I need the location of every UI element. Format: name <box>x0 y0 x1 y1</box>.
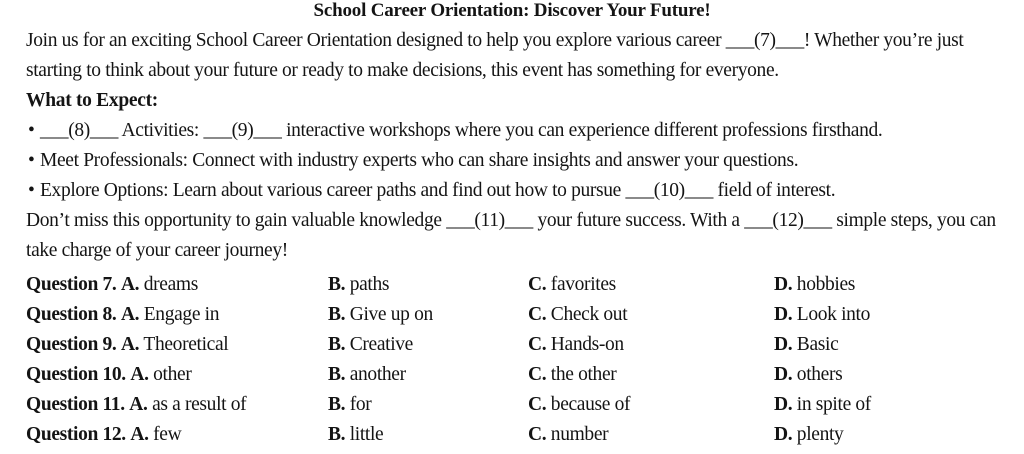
option-letter: A. <box>129 394 148 415</box>
option-text: number <box>550 424 609 445</box>
closing-text-3: simple steps, you can take charge of your career journey! <box>26 210 996 261</box>
question-row <box>26 390 994 420</box>
option-text: Basic <box>796 334 839 355</box>
option-b-cell <box>328 270 528 300</box>
question-row <box>26 300 994 330</box>
option-letter: D. <box>774 394 793 415</box>
document-title: School Career Orientation: Discover Your Future! <box>313 0 711 21</box>
option-b-cell <box>328 360 528 390</box>
question-row <box>26 330 994 360</box>
closing-text-1: Don’t miss this opportunity to gain valuable knowledge <box>26 210 447 231</box>
option-d-cell <box>774 420 994 450</box>
blank-9: ___(9)___ <box>203 120 282 141</box>
option-letter: B. <box>328 424 346 445</box>
blank-12: ___(12)___ <box>744 210 832 231</box>
question-row <box>26 270 994 300</box>
option-text: Hands-on <box>550 334 624 355</box>
option-text: for <box>349 394 372 415</box>
question-label: Question 12. <box>26 424 126 445</box>
closing-paragraph <box>26 206 998 266</box>
option-text: Creative <box>349 334 413 355</box>
question-label: Question 11. <box>26 394 125 415</box>
option-text: Look into <box>796 304 871 325</box>
option-text: few <box>153 424 182 445</box>
option-letter: C. <box>528 424 547 445</box>
option-c-cell <box>528 300 774 330</box>
option-letter: A. <box>120 274 140 295</box>
intro-text-2: ! Whether you’re just starting to think about your future or ready to make decisions, this event has something for everyone. <box>26 30 964 81</box>
bullet-icon: • <box>28 120 35 141</box>
option-letter: C. <box>528 274 547 295</box>
option-letter: D. <box>774 424 793 445</box>
option-letter: C. <box>528 334 547 355</box>
option-text: paths <box>349 274 390 295</box>
section-heading: What to Expect: <box>26 90 158 111</box>
option-letter: B. <box>328 304 346 325</box>
option-letter: B. <box>328 274 346 295</box>
questions-table <box>26 270 994 450</box>
option-a-cell <box>26 360 328 390</box>
bullet-1-post: interactive workshops where you can experience different professions firsthand. <box>281 120 883 141</box>
option-text: another <box>349 364 406 385</box>
option-d-cell <box>774 300 994 330</box>
option-text: as a result of <box>152 394 247 415</box>
option-letter: D. <box>774 364 793 385</box>
option-b-cell <box>328 300 528 330</box>
option-letter: A. <box>130 424 149 445</box>
list-item <box>26 146 998 176</box>
expect-list <box>26 116 998 206</box>
option-b-cell <box>328 330 528 360</box>
question-label: Question 7. <box>26 274 117 295</box>
option-text: Engage in <box>143 304 220 325</box>
option-text: hobbies <box>796 274 856 295</box>
bullet-1-mid: Activities: <box>118 120 204 141</box>
option-d-cell <box>774 330 994 360</box>
option-text: favorites <box>550 274 616 295</box>
option-text: the other <box>550 364 617 385</box>
option-c-cell <box>528 420 774 450</box>
option-text: others <box>796 364 843 385</box>
option-letter: D. <box>774 274 793 295</box>
option-letter: A. <box>130 364 149 385</box>
option-b-cell <box>328 390 528 420</box>
option-c-cell <box>528 330 774 360</box>
bullet-3-pre: Explore Options: Learn about various career paths and find out how to pursue <box>40 180 626 201</box>
option-letter: A. <box>120 304 140 325</box>
option-letter: C. <box>528 304 547 325</box>
question-rows <box>26 270 994 450</box>
list-item <box>26 116 998 146</box>
bullet-2-text: Meet Professionals: Connect with industry experts who can share insights and answer your questions. <box>40 150 799 171</box>
question-label: Question 8. <box>26 304 117 325</box>
question-label: Question 9. <box>26 334 117 355</box>
option-letter: C. <box>528 394 547 415</box>
bullet-icon: • <box>28 150 35 171</box>
option-letter: D. <box>774 304 793 325</box>
question-row <box>26 360 994 390</box>
question-row <box>26 420 994 450</box>
option-text: because of <box>550 394 631 415</box>
blank-8: ___(8)___ <box>40 120 119 141</box>
option-text: plenty <box>796 424 844 445</box>
option-text: little <box>349 424 384 445</box>
option-letter: A. <box>120 334 140 355</box>
bullet-3-post: field of interest. <box>713 180 836 201</box>
option-d-cell <box>774 270 994 300</box>
option-c-cell <box>528 270 774 300</box>
option-d-cell <box>774 390 994 420</box>
intro-paragraph <box>26 26 998 86</box>
option-text: in spite of <box>796 394 871 415</box>
blank-7: ___(7)___ <box>725 30 804 51</box>
option-b-cell <box>328 420 528 450</box>
option-a-cell <box>26 330 328 360</box>
option-letter: D. <box>774 334 793 355</box>
option-text: Give up on <box>349 304 433 325</box>
option-text: Theoretical <box>143 334 229 355</box>
option-a-cell <box>26 420 328 450</box>
option-c-cell <box>528 360 774 390</box>
option-text: Check out <box>550 304 628 325</box>
question-label: Question 10. <box>26 364 126 385</box>
list-item <box>26 176 998 206</box>
option-text: dreams <box>143 274 198 295</box>
option-a-cell <box>26 390 328 420</box>
option-text: other <box>153 364 192 385</box>
option-letter: B. <box>328 394 346 415</box>
option-c-cell <box>528 390 774 420</box>
option-letter: C. <box>528 364 547 385</box>
option-a-cell <box>26 300 328 330</box>
closing-text-2: your future success. With a <box>532 210 745 231</box>
intro-text-1: Join us for an exciting School Career Orientation designed to help you explore various career <box>26 30 726 51</box>
option-a-cell <box>26 270 328 300</box>
bullet-icon: • <box>28 180 35 201</box>
blank-10: ___(10)___ <box>625 180 714 201</box>
option-letter: B. <box>328 364 346 385</box>
blank-11: ___(11)___ <box>446 210 533 231</box>
option-letter: B. <box>328 334 346 355</box>
option-d-cell <box>774 360 994 390</box>
